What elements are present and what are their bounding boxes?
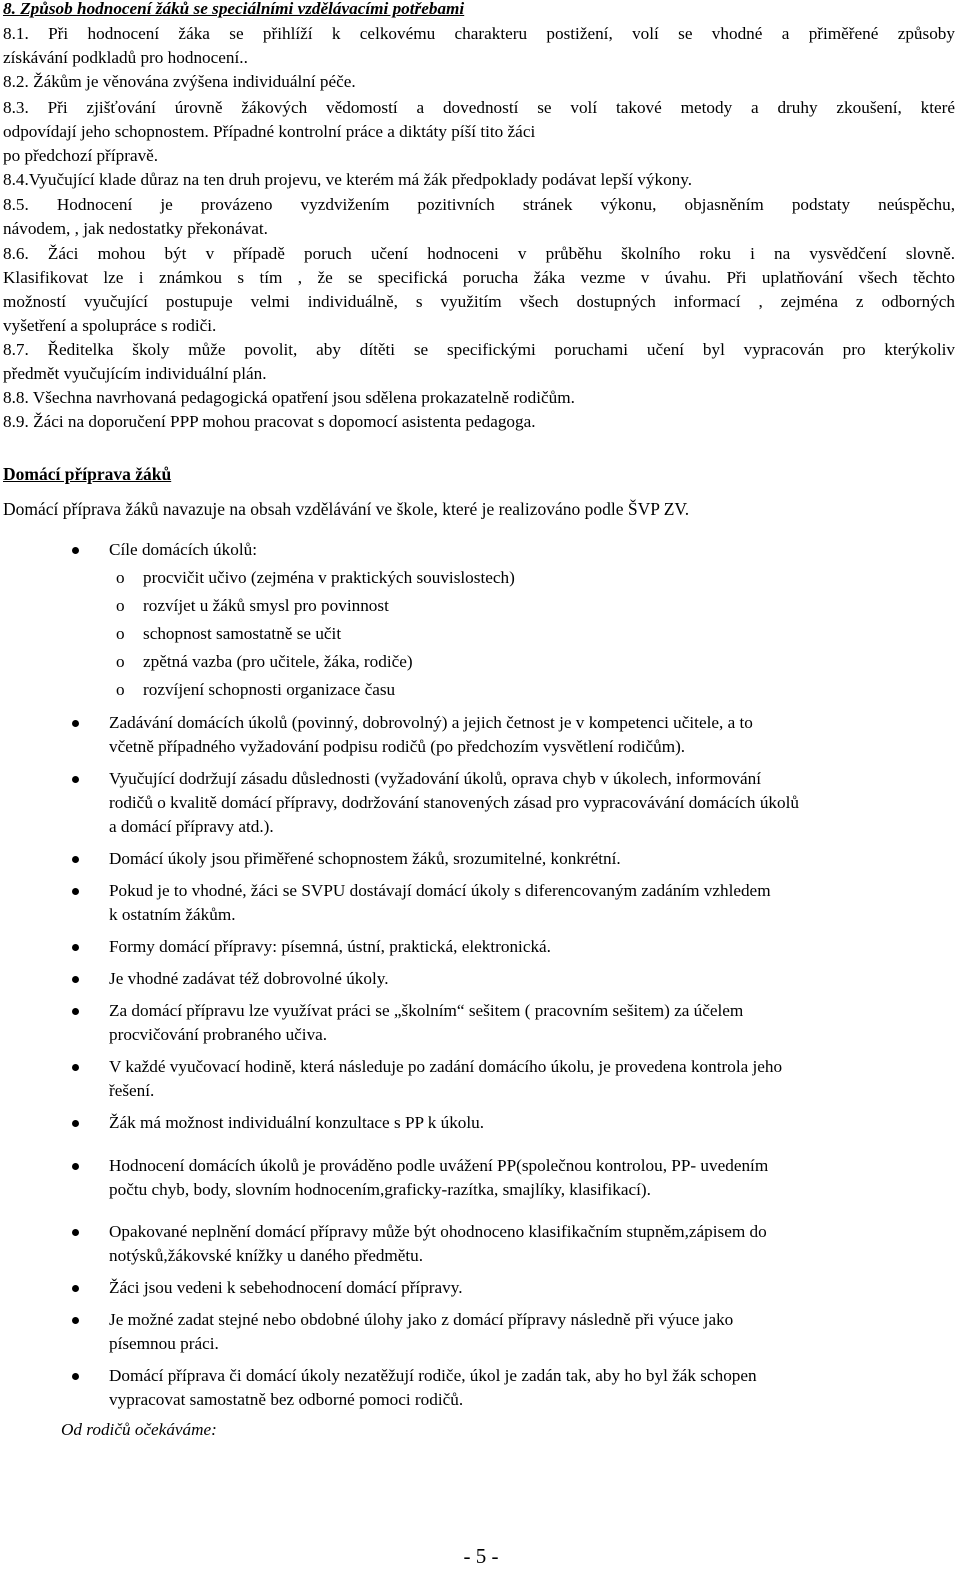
bullet-text-line: Za domácí přípravu lze využívat práci se „školním“ sešitem ( pracovním sešitem) za účelem bbox=[109, 1001, 744, 1020]
bullet-text-line: Zadávání domácích úkolů (povinný, dobrovolný) a jejich četnost je v kompetenci učitele, a to bbox=[109, 713, 753, 732]
bullet-icon bbox=[72, 1008, 79, 1015]
bullet-icon bbox=[72, 888, 79, 895]
paragraph-8-3-line-3: po předchozí přípravě. bbox=[3, 146, 159, 165]
sub-list-item bbox=[0, 678, 960, 702]
paragraph-8-6-line-1: 8.6. Žáci mohou být v případě poruch učení hodnoceni v průběhu školního roku i na vysvědčení slovně. bbox=[3, 244, 955, 263]
section-title: 8. Způsob hodnocení žáků se speciálními vzdělávacími potřebami bbox=[3, 0, 465, 18]
bullet-text-line: Domácí úkoly jsou přiměřené schopnostem žáků, srozumitelné, konkrétní. bbox=[109, 849, 621, 868]
bullet-text-line: vypracovat samostatně bez odborné pomoci rodičů. bbox=[109, 1390, 464, 1409]
paragraph-8-7-line-2: předmět vyučujícím individuální plán. bbox=[3, 364, 267, 383]
bullet-text-line: písemnou práci. bbox=[109, 1334, 219, 1353]
bullet-text-line: Je možné zadat stejné nebo obdobné úlohy jako z domácí přípravy následně při výuce jako bbox=[109, 1310, 734, 1329]
bullet-text-line: Domácí příprava či domácí úkoly nezatěžují rodiče, úkol je zadán tak, aby ho byl žák schopen bbox=[109, 1366, 757, 1385]
paragraph-8-5-line-2: návodem, , jak nedostatky překonávat. bbox=[3, 219, 268, 238]
paragraph-8-6-line-3: možností vyučující postupuje velmi individuálně, s využitím všech dostupných informací , zejména z odborných bbox=[3, 292, 955, 311]
bullet-icon bbox=[72, 1064, 79, 1071]
circle-bullet-icon: o bbox=[116, 624, 125, 643]
bullet-text-line: Žáci jsou vedeni k sebehodnocení domácí přípravy. bbox=[109, 1278, 463, 1297]
bullet-text-line: Opakované neplnění domácí přípravy může být ohodnoceno klasifikačním stupněm,zápisem do bbox=[109, 1222, 767, 1241]
goal-text: procvičit učivo (zejména v praktických souvislostech) bbox=[143, 568, 515, 587]
paragraph-8-6-line-2: Klasifikovat lze i známkou s tím , že se specifická porucha žáka vezme v úvahu. Při uplatňování všech těchto bbox=[3, 268, 955, 287]
paragraph-8-7-line-1: 8.7. Ředitelka školy může povolit, aby dítěti se specifickými poruchami učení byl vypracován pro kterýkoliv bbox=[3, 340, 955, 359]
bullet-icon bbox=[72, 1373, 79, 1380]
paragraph-8-2: 8.2. Žákům je věnována zvýšena individuální péče. bbox=[3, 72, 356, 91]
bullet-text-line: počtu chyb, body, slovním hodnocením,graficky-razítka, smajlíky, klasifikací). bbox=[109, 1180, 651, 1199]
bullet-text-line: Pokud je to vhodné, žáci se SVPU dostávají domácí úkoly s diferencovaným zadáním vzhledem bbox=[109, 881, 771, 900]
bullet-text-line: V každé vyučovací hodině, která následuje po zadání domácího úkolu, je provedena kontrola jeho bbox=[109, 1057, 783, 1076]
bullet-icon bbox=[72, 1229, 79, 1236]
bullet-icon bbox=[72, 776, 79, 783]
paragraph-8-3-line-2: odpovídají jeho schopnostem. Případné kontrolní práce a diktáty píší tito žáci bbox=[3, 122, 536, 141]
circle-bullet-icon: o bbox=[116, 596, 125, 615]
sub-list-item bbox=[0, 650, 960, 674]
bullet-icon bbox=[72, 1163, 79, 1170]
bullet-icon bbox=[72, 1120, 79, 1127]
bullet-icon bbox=[72, 944, 79, 951]
circle-bullet-icon: o bbox=[116, 680, 125, 699]
circle-bullet-icon: o bbox=[116, 652, 125, 671]
paragraph-8-1-line-2: získávání podkladů pro hodnocení.. bbox=[3, 48, 248, 67]
bullet-icon bbox=[72, 1317, 79, 1324]
bullet-text-line: a domácí přípravy atd.). bbox=[109, 817, 274, 836]
sub-list-item bbox=[0, 594, 960, 618]
goal-text: rozvíjet u žáků smysl pro povinnost bbox=[143, 596, 389, 615]
home-preparation-intro: Domácí příprava žáků navazuje na obsah vzdělávání ve škole, které je realizováno podle ŠVP ZV. bbox=[3, 499, 690, 519]
paragraph-8-3-line-1: 8.3. Při zjišťování úrovně žákových vědomostí a dovedností se volí takové metody a druhy zkoušení, které bbox=[3, 98, 955, 117]
bullet-text-line: Hodnocení domácích úkolů je prováděno podle uvážení PP(společnou kontrolou, PP- uvedením bbox=[109, 1156, 769, 1175]
bullet-text-line: Žák má možnost individuální konzultace s PP k úkolu. bbox=[109, 1113, 485, 1132]
bullet-icon bbox=[72, 976, 79, 983]
goal-text: schopnost samostatně se učit bbox=[143, 624, 342, 643]
goals-label: Cíle domácích úkolů: bbox=[109, 540, 257, 559]
bullet-icon bbox=[72, 856, 79, 863]
bullet-icon bbox=[72, 720, 79, 727]
paragraph-8-4: 8.4.Vyučující klade důraz na ten druh projevu, ve kterém má žák předpoklady podávat lepší výkony. bbox=[3, 170, 693, 189]
bullet-icon bbox=[72, 1285, 79, 1292]
sub-list-item bbox=[0, 622, 960, 646]
goal-text: zpětná vazba (pro učitele, žáka, rodiče) bbox=[143, 652, 413, 671]
bullet-text-line: procvičování probraného učiva. bbox=[109, 1025, 328, 1044]
bullet-text-line: notýsků,žákovské knížky u daného předmětu. bbox=[109, 1246, 424, 1265]
page-number: - 5 - bbox=[463, 1544, 499, 1568]
paragraph-8-5-line-1: 8.5. Hodnocení je provázeno vyzdvižením pozitivních stránek výkonu, objasněním podstaty neúspěchu, bbox=[3, 195, 955, 214]
bullet-text-line: Je vhodné zadávat též dobrovolné úkoly. bbox=[109, 969, 389, 988]
bullet-text-line: řešení. bbox=[109, 1081, 155, 1100]
bullet-text-line: k ostatním žákům. bbox=[109, 905, 236, 924]
paragraph-8-8: 8.8. Všechna navrhovaná pedagogická opatření jsou sdělena prokazatelně rodičům. bbox=[3, 388, 575, 407]
bullet-text-line: včetně případného vyžadování podpisu rodičů (po předchozím vysvětlení rodičům). bbox=[109, 737, 686, 756]
paragraph-8-9: 8.9. Žáci na doporučení PPP mohou pracovat s dopomocí asistenta pedagoga. bbox=[3, 412, 536, 431]
home-preparation-heading: Domácí příprava žáků bbox=[3, 464, 172, 484]
bullet-icon bbox=[72, 547, 79, 554]
bullet-text-line: Formy domácí přípravy: písemná, ústní, praktická, elektronická. bbox=[109, 937, 551, 956]
goal-text: rozvíjení schopnosti organizace času bbox=[143, 680, 396, 699]
circle-bullet-icon: o bbox=[116, 568, 125, 587]
sub-list-item bbox=[0, 566, 960, 590]
bullet-text-line: rodičů o kvalitě domácí přípravy, dodržování stanovených zásad pro vypracovávání domácích úkolů bbox=[109, 793, 799, 812]
parents-expectations-label: Od rodičů očekáváme: bbox=[61, 1420, 217, 1439]
paragraph-8-1-line-1: 8.1. Při hodnocení žáka se přihlíží k celkovému charakteru postižení, volí se vhodné a přiměřené způsoby bbox=[3, 24, 955, 43]
bullet-text-line: Vyučující dodržují zásadu důslednosti (vyžadování úkolů, oprava chyb v úkolech, informování bbox=[109, 769, 762, 788]
paragraph-8-6-line-4: vyšetření a spolupráce s rodiči. bbox=[3, 316, 217, 335]
